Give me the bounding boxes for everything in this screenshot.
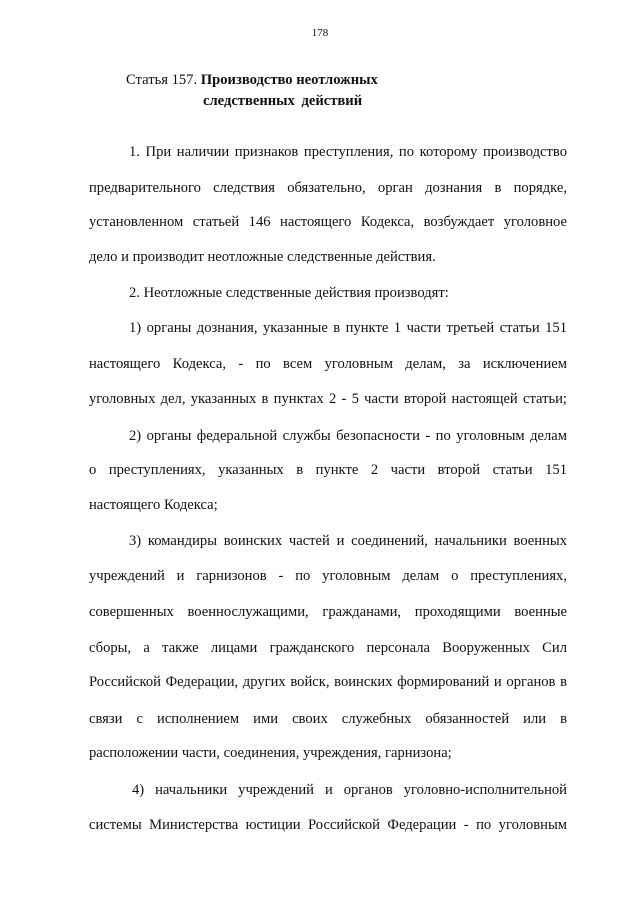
article-title-line2: следственных действий <box>203 93 363 109</box>
item2-line-1: 2) органы федеральной службы безопасности - по уголовным делам <box>129 428 567 444</box>
article-title <box>126 70 378 112</box>
item1-line-1: 1) органы дознания, указанные в пункте 1 части третьей статьи 151 <box>129 320 567 336</box>
p1-line-3: установленном статьей 146 настоящего Кодекса, возбуждает уголовное <box>89 214 567 230</box>
item3-line-2: учреждений и гарнизонов - по уголовным делам о преступлениях, <box>89 568 567 584</box>
p1-line-1: 1. При наличии признаков преступления, по которому производство <box>129 144 567 160</box>
item3-line-7: расположении части, соединения, учреждения, гарнизона; <box>89 745 452 761</box>
item2-line-3: настоящего Кодекса; <box>89 497 218 513</box>
item3-line-4: сборы, а также лицами гражданского персонала Вооруженных Сил <box>89 640 567 656</box>
item3-line-3: совершенных военнослужащими, гражданами, проходящими военные <box>89 604 567 620</box>
item1-line-3: уголовных дел, указанных в пунктах 2 - 5 части второй настоящей статьи; <box>89 391 567 407</box>
p1-line-4: дело и производит неотложные следственные действия. <box>89 249 436 265</box>
article-title-line1: Производство неотложных <box>200 72 378 88</box>
p1-line-2: предварительного следствия обязательно, орган дознания в порядке, <box>89 180 567 196</box>
item3-line-6: связи с исполнением ими своих служебных обязанностей или в <box>89 711 567 727</box>
item4-line-1: 4) начальники учреждений и органов уголовно-исполнительной <box>132 782 567 798</box>
item3-line-1: 3) командиры воинских частей и соединений, начальники военных <box>129 533 567 549</box>
item2-line-2: о преступлениях, указанных в пункте 2 части второй статьи 151 <box>89 462 567 478</box>
article-label: Статья 157. <box>126 72 198 88</box>
item1-line-2: настоящего Кодекса, - по всем уголовным делам, за исключением <box>89 356 567 372</box>
item3-line-5: Российской Федерации, других войск, воинских формирований и органов в <box>89 674 567 690</box>
item4-line-2: системы Министерства юстиции Российской Федерации - по уголовным <box>89 817 567 833</box>
page-number: 178 <box>311 27 329 39</box>
p2-line-1: 2. Неотложные следственные действия производят: <box>129 285 449 301</box>
